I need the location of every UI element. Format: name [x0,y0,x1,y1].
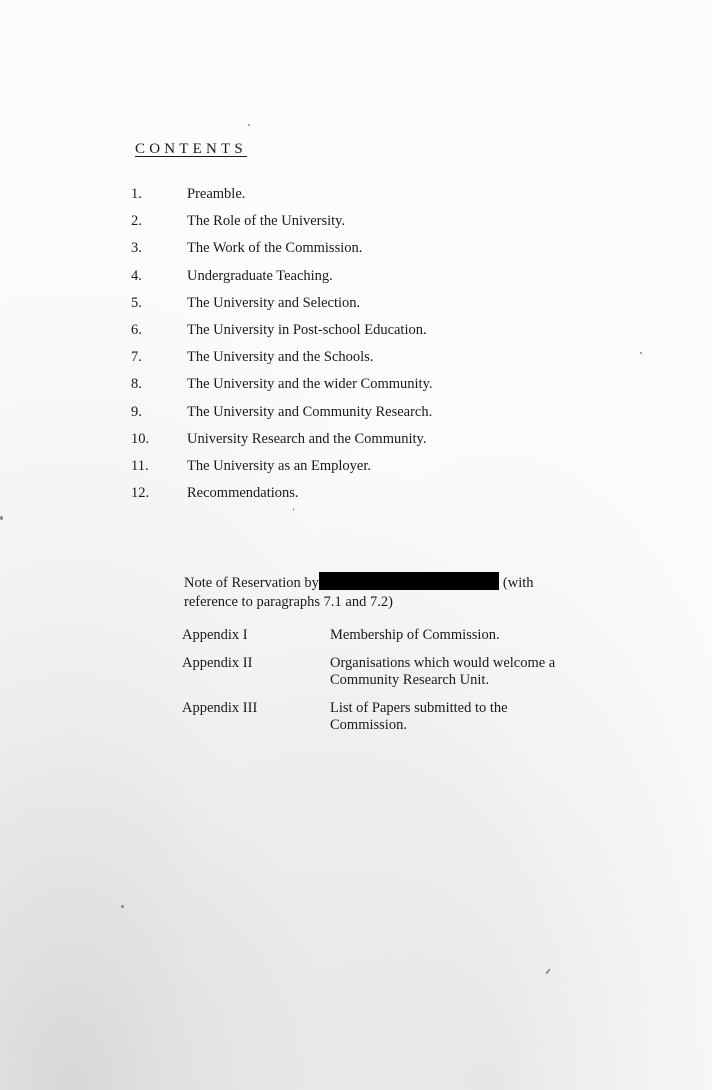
toc-title: The Work of the Commission. [187,240,363,257]
toc-title: The University and Selection. [187,294,361,311]
toc-title: University Research and the Community. [187,430,427,447]
toc-number: 3. [131,240,142,257]
scan-speck [545,968,551,975]
toc-number: 6. [131,321,142,338]
toc-title: The University and Community Research. [187,403,433,420]
toc-item [131,240,433,267]
toc-item [131,213,433,240]
toc-title: The Role of the University. [187,213,346,230]
toc-item [131,322,433,349]
toc-item [131,485,433,512]
appendix-description: Organisations which would welcome a Community Research Unit. [330,654,556,688]
toc-item [131,295,433,322]
appendix-label: Appendix III [182,699,258,716]
scan-speck [121,905,124,908]
toc-item [131,268,433,295]
toc-title: The University and the wider Community. [187,376,433,393]
note-line2: reference to paragraphs 7.1 and 7.2) [184,594,393,610]
scan-speck [0,516,3,520]
toc-item [131,376,433,403]
toc-title: The University in Post-school Education. [187,321,427,338]
note-prefix: Note of Reservation by [184,575,319,591]
scan-speck [640,352,642,354]
appendix-row [182,627,582,645]
toc-title: Undergraduate Teaching. [187,267,333,284]
appendix-description: List of Papers submitted to the Commission. [330,699,508,733]
toc-number: 8. [131,376,142,393]
toc-item [131,186,433,213]
reservation-note [184,572,574,612]
toc-item [131,458,433,485]
contents-heading: CONTENTS [135,141,247,157]
toc-number: 9. [131,403,142,420]
toc-number: 10. [131,430,150,447]
toc-number: 11. [131,457,149,474]
toc-item [131,431,433,458]
appendix-list [182,627,582,745]
toc-title: The University as an Employer. [187,457,372,474]
toc-number: 2. [131,213,142,230]
table-of-contents [131,186,433,512]
toc-number: 12. [131,485,150,502]
toc-title: Preamble. [187,186,246,202]
scan-speck [248,124,250,126]
appendix-description: Membership of Commission. [330,627,500,643]
toc-number: 7. [131,349,142,366]
toc-item [131,404,433,431]
appendix-row [182,700,582,735]
redaction-bar [319,572,499,590]
toc-number: 5. [131,294,142,311]
appendix-label: Appendix II [182,654,253,671]
toc-number: 1. [131,186,142,202]
scan-speck [293,508,294,511]
toc-item [131,349,433,376]
note-suffix: (with [502,575,534,591]
toc-title: The University and the Schools. [187,349,374,366]
appendix-row [182,655,582,690]
appendix-label: Appendix I [182,627,248,643]
toc-title: Recommendations. [187,485,299,502]
toc-number: 4. [131,267,142,284]
